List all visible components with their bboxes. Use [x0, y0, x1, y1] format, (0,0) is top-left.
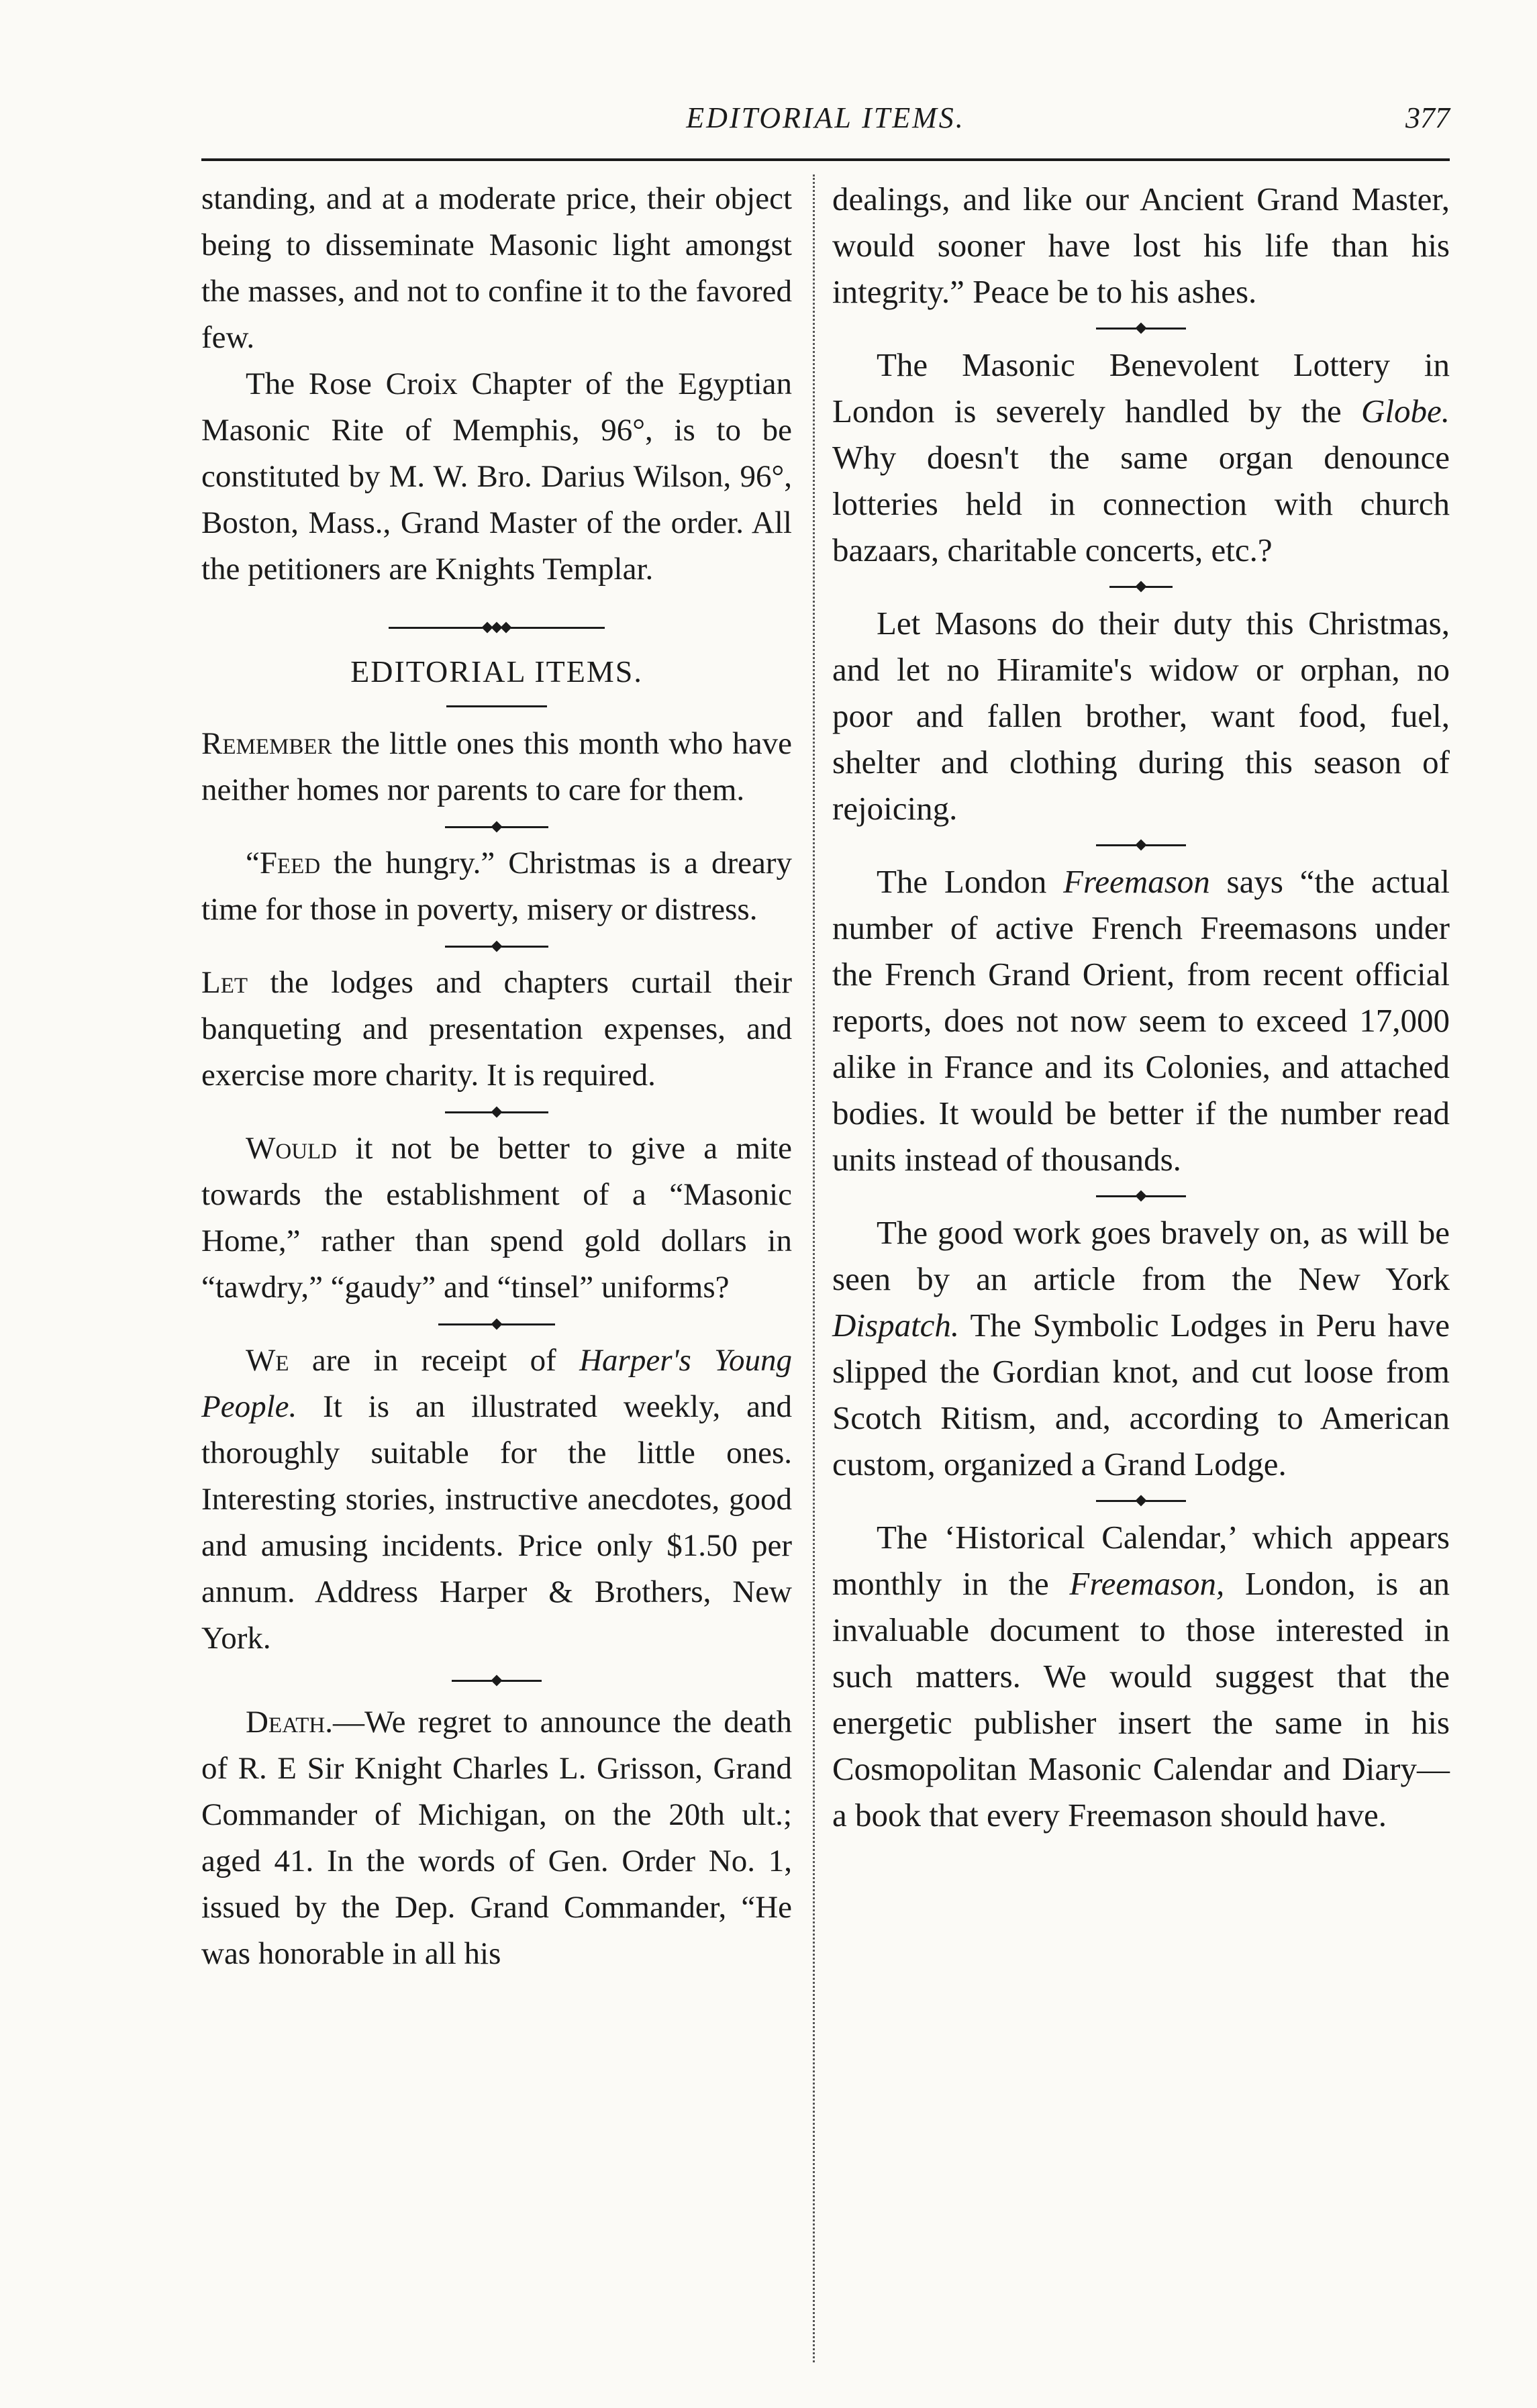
ornament-separator [201, 623, 792, 632]
item-text: the lodges and chapters curtail their banqueting and presentation expenses, and exercise more charity. It is required. [201, 965, 792, 1093]
paragraph-text: The good work goes bravely on, as will be seen by an article from the New York [832, 1214, 1450, 1297]
paragraph-text: The London [877, 863, 1064, 900]
separator [201, 1676, 792, 1685]
heading-rule [446, 705, 547, 707]
paragraph: The Rose Croix Chapter of the Egyptian Masonic Rite of Memphis, 96°, is to be constituted by M. W. Bro. Darius Wilson, 96°, Boston, Mass., Grand Master of the order. All the petitioners are Knights Templar. [201, 366, 792, 587]
section-heading: EDITORIAL ITEMS. [350, 654, 643, 689]
editorial-item [201, 721, 792, 813]
separator [832, 841, 1450, 849]
editorial-item [201, 960, 792, 1099]
separator [201, 942, 792, 950]
item-text: it not be better to give a mite towards the establishment of a “Masonic Home,” rather than spend gold dollars in “tawdry,” “gaudy” and “tinsel” uniforms? [201, 1131, 792, 1305]
publication-title: Harper's Young People. [201, 1343, 792, 1424]
separator [832, 1497, 1450, 1505]
left-column [201, 176, 792, 1977]
item-lead: Remember [201, 726, 332, 761]
paragraph [832, 858, 1450, 1183]
paragraph: Let Masons do their duty this Christmas, and let no Hiramite's widow or orphan, no poor and fallen brother, want food, fuel, shelter and clothing during this season of rejoicing. [832, 605, 1450, 827]
item-lead: “Feed [246, 846, 321, 881]
page-header [201, 89, 1450, 142]
item-text: the little ones this month who have neither homes nor parents to care for them. [201, 726, 792, 807]
separator [201, 823, 792, 831]
item-text: the hungry.” Christmas is a dreary time for those in poverty, misery or distress. [201, 846, 792, 927]
separator [201, 1108, 792, 1116]
editorial-item [201, 1338, 792, 1662]
item-lead: Let [201, 965, 248, 1000]
paragraph-text: Why doesn't the same organ denounce lotteries held in connection with church bazaars, charitable concerts, etc.? [832, 439, 1450, 568]
item-lead: We [246, 1343, 289, 1378]
item-text: are in receipt of [289, 1343, 580, 1378]
editorial-item [201, 1699, 792, 1977]
separator [201, 1320, 792, 1328]
editorial-item [201, 840, 792, 933]
separator [832, 583, 1450, 591]
editorial-item [201, 1125, 792, 1311]
item-text: —We regret to announce the death of R. E Sir Knight Charles L. Grisson, Grand Commander of Michigan, on the 20th ult.; aged 41. In the words of Gen. Order No. 1, issued by the Dep. Grand Commander, “He was honorable in all his [201, 1705, 792, 1971]
publication-title: Freemason, [1069, 1565, 1225, 1602]
publication-title: Globe. [1361, 393, 1450, 430]
paragraph [832, 342, 1450, 573]
paragraph-text: The Symbolic Lodges in Peru have slipped the Gordian knot, and cut loose from Scotch Ritism, and, according to American custom, organized a Grand Lodge. [832, 1307, 1450, 1483]
paragraph-text: The Masonic Benevolent Lottery in London is severely handled by the [832, 346, 1450, 430]
paragraph: standing, and at a moderate price, their object being to disseminate Masonic light amongst the masses, and not to confine it to the favored few. [201, 181, 792, 355]
paragraph-text: says “the actual number of active French Freemasons under the French Grand Orient, from recent official reports, does not now seem to exceed 17,000 alike in France and its Colonies, and attached bodies. It would be better if the number read units instead of thousands. [832, 863, 1450, 1178]
publication-title: Freemason [1063, 863, 1210, 900]
running-title: EDITORIAL ITEMS. [686, 101, 965, 134]
item-lead: Would [246, 1131, 338, 1166]
header-rule [201, 158, 1450, 161]
separator [832, 324, 1450, 332]
separator [832, 1192, 1450, 1200]
paragraph-text: London, is an invaluable document to those interested in such matters. We would suggest that the energetic publisher insert the same in his Cosmopolitan Masonic Calendar and Diary—a book that every Freemason should have. [832, 1565, 1450, 1834]
paragraph [832, 1209, 1450, 1487]
column-divider [813, 174, 815, 2362]
paragraph [832, 1514, 1450, 1838]
publication-title: Dispatch. [832, 1307, 960, 1344]
paragraph-text: The ‘Historical Calendar,’ which appears monthly in the [832, 1519, 1450, 1602]
item-text: It is an illustrated weekly, and thoroughly suitable for the little ones. Interesting stories, instructive anecdotes, good and amusing incidents. Price only $1.50 per annum. Address Harper & Brothers, New York. [201, 1389, 792, 1656]
right-column [832, 176, 1450, 1838]
paragraph: dealings, and like our Ancient Grand Master, would sooner have lost his life than his integrity.” Peace be to his ashes. [832, 181, 1450, 310]
page-number: 377 [1405, 101, 1450, 134]
item-lead: Death. [246, 1705, 334, 1740]
